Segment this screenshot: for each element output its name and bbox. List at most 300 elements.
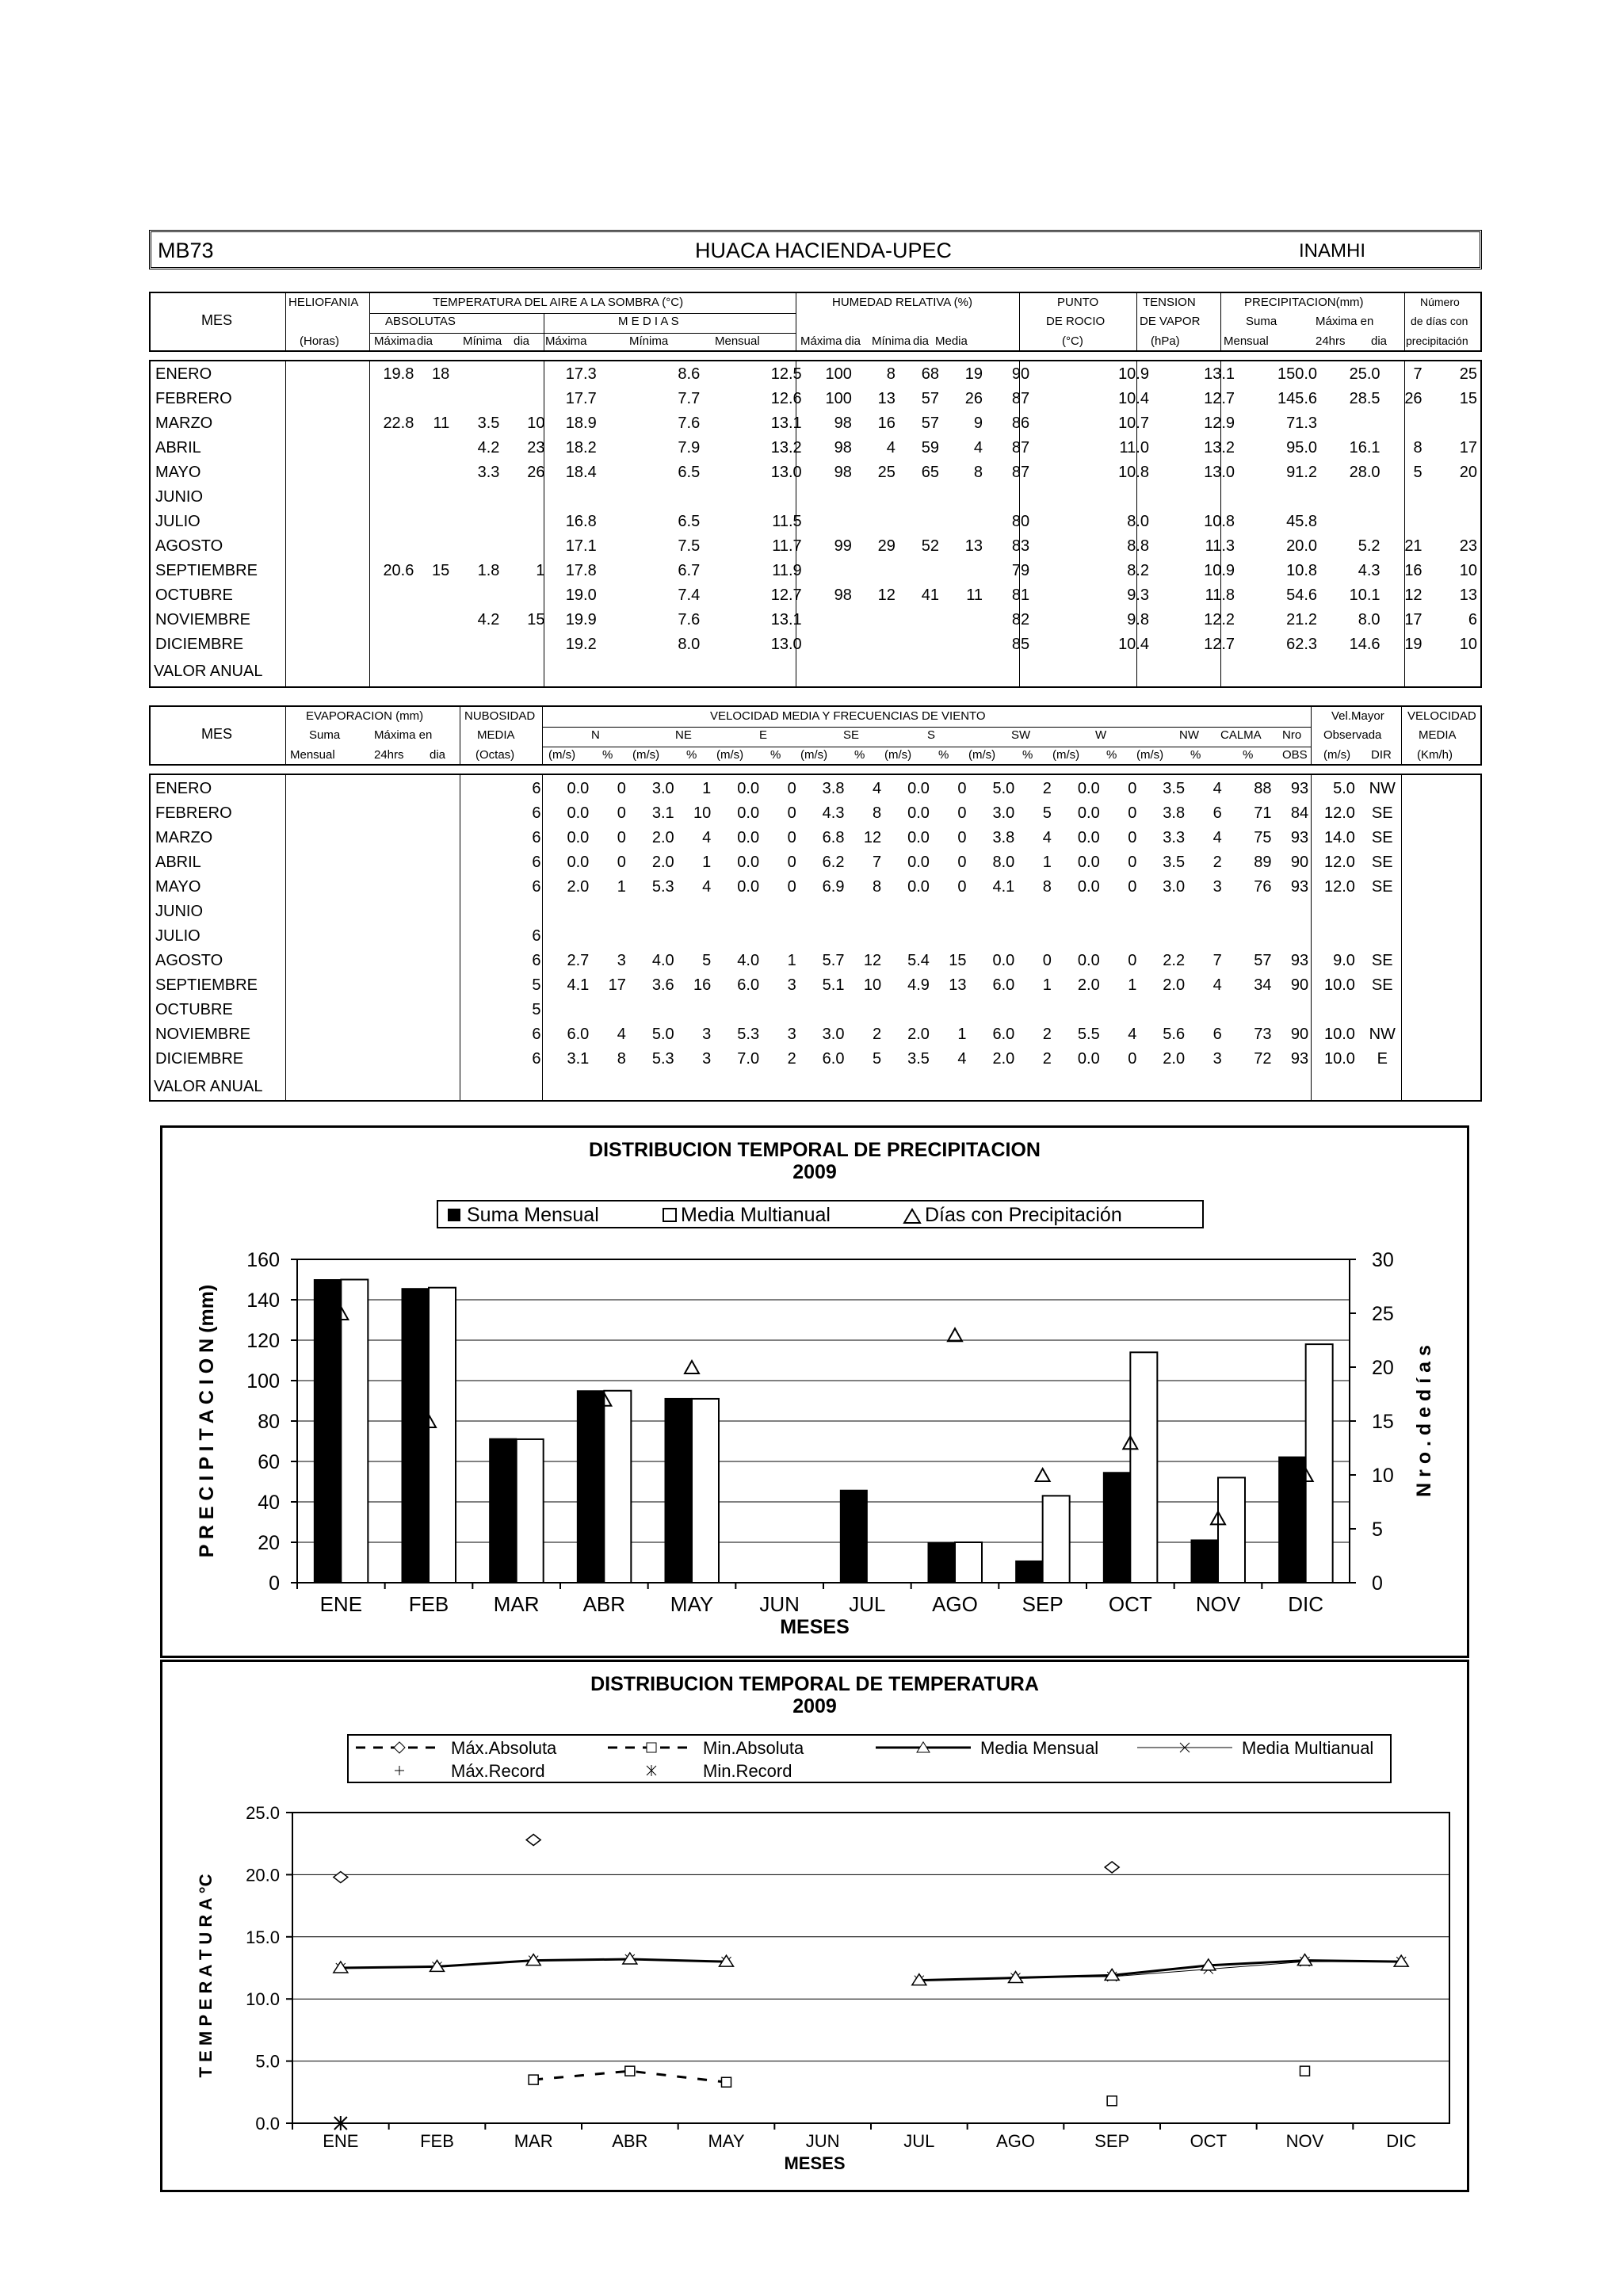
value-cell [414,777,462,801]
value-cell: 8.0 [992,854,1015,871]
value-cell: 93 [1290,878,1309,896]
value-cell [286,362,372,387]
value-cell: 10 [527,415,545,432]
month-cell: JULIO [155,927,200,945]
month-cell: FEBRERO [155,390,232,407]
nubosidad-header: NUBOSIDAD [464,709,536,723]
value-cell [454,510,504,534]
value-cell: 6.0 [992,976,1015,994]
value-cell: 0 [1128,952,1137,969]
y-tick-label: 15.0 [246,1927,280,1947]
y-tick-label: 0.0 [255,2114,280,2134]
value-cell: 2 [1042,1026,1052,1043]
evap-dia: dia [430,748,446,762]
value-cell: 10.0 [1323,1050,1355,1068]
value-cell: 10.8 [1118,464,1149,481]
value-cell [418,485,454,510]
value-cell: 3.1 [651,804,674,822]
value-cell [349,777,414,801]
y2-tick-label: 10 [1372,1465,1394,1487]
station-name: HUACA HACIENDA-UPEC [695,239,953,262]
value-cell: 0 [1128,804,1137,822]
value-cell: 80 [1011,513,1030,530]
value-cell: 8.0 [678,636,701,653]
x-tick-label: MAY [670,1592,714,1616]
value-cell: 0.0 [567,829,590,846]
value-cell [705,485,806,510]
value-cell [886,900,934,924]
value-cell: 4.2 [477,611,500,628]
value-cell: 0.0 [1077,952,1100,969]
month-cell: OCTUBRE [155,586,233,604]
value-cell: 28.5 [1349,390,1381,407]
value-cell [504,362,549,387]
month-cell: SEPTIEMBRE [155,562,258,579]
bar-media-multianual [604,1391,631,1583]
value-cell [972,924,1020,949]
value-cell [349,850,414,875]
velocidad-header: VELOCIDAD [1407,709,1476,723]
value-cell: 19.0 [565,586,597,604]
value-cell: 2 [872,1026,882,1043]
x-axis-label: MESES [784,2153,846,2173]
value-cell [504,632,549,657]
value-cell: 0 [1128,780,1137,797]
value-cell: 16 [1404,562,1423,579]
value-cell [286,460,372,485]
y2-tick-label: 5 [1372,1519,1383,1541]
value-cell: 8 [617,1050,626,1068]
value-cell: 10 [1459,636,1477,653]
x-tick-label: JUL [849,1592,886,1616]
month-cell: ENERO [155,365,212,383]
precipitacion-header: precipitación [1406,334,1468,347]
y-tick-label: 20 [258,1532,280,1554]
value-cell: 5.1 [822,976,845,994]
value-cell: 3 [787,1026,796,1043]
wind-speed-unit: (m/s) [1052,748,1080,762]
wind-freq-unit: % [686,748,697,762]
value-cell: 4 [702,878,712,896]
legend-label: Máx.Record [451,1761,545,1781]
value-cell [631,998,679,1022]
velmayor-unit: (m/s) [1323,748,1351,762]
value-cell: 0 [957,878,967,896]
value-cell: 10.1 [1349,586,1381,604]
value-cell: 7.7 [678,390,701,407]
value-cell: 23 [527,439,545,457]
value-cell: 13.1 [1204,365,1235,383]
dir-header: DIR [1371,748,1392,762]
table2-valor-anual: VALOR ANUAL [154,1078,263,1095]
y-tick-label: 20.0 [246,1865,280,1885]
value-cell: 6.7 [678,562,701,579]
legend-label: Media Mensual [980,1738,1099,1758]
value-cell [807,608,857,632]
value-cell: 8.2 [1127,562,1149,579]
value-cell: 2 [1212,854,1222,871]
value-cell: 19.2 [565,636,597,653]
value-cell [1360,900,1405,924]
value-cell: 6 [1212,1026,1222,1043]
value-cell: 4 [1212,829,1222,846]
value-cell: 76 [1254,878,1272,896]
value-cell [418,632,454,657]
value-cell [1405,1022,1482,1047]
y-tick-label: 25.0 [246,1803,280,1823]
wind-dir-header: NW [1179,728,1199,742]
value-cell: 12.7 [1204,390,1235,407]
month-cell: ABRIL [155,439,201,457]
value-cell [934,900,972,924]
value-cell [286,559,372,583]
marker-min-absoluta [529,2075,538,2084]
value-cell: 6 [532,927,541,945]
value-cell: 98 [834,415,852,432]
value-cell [414,973,462,998]
table1-valor-anual: VALOR ANUAL [154,663,263,680]
value-cell [594,998,631,1022]
value-cell: 0.0 [1077,780,1100,797]
value-cell: 8 [1413,439,1423,457]
value-cell [1360,998,1405,1022]
value-cell [679,924,716,949]
bar-suma-mensual [490,1438,517,1583]
value-cell [1019,900,1056,924]
bar-media-multianual [692,1399,719,1583]
value-cell: 17.8 [565,562,597,579]
wind-speed-unit: (m/s) [968,748,996,762]
x-tick-label: OCT [1190,2131,1228,2151]
value-cell: 72 [1254,1050,1272,1068]
value-cell: 6 [532,854,541,871]
value-cell: 12.0 [1323,804,1355,822]
value-cell: 7.5 [678,537,701,555]
x-tick-label: JUN [805,2131,840,2151]
value-cell: 16 [877,415,896,432]
value-cell: 84 [1290,804,1309,822]
table-row [154,777,1482,801]
table-row [154,559,1482,583]
value-cell: 6.0 [822,1050,845,1068]
value-cell [1019,998,1056,1022]
value-cell: 2.2 [1163,952,1186,969]
value-cell: 5.7 [822,952,845,969]
value-cell: 3 [617,952,626,969]
value-cell [1239,485,1322,510]
wind-table [154,777,1482,1072]
nub-octas: (Octas) [475,748,515,762]
value-cell: 5.3 [651,878,674,896]
value-cell [454,632,504,657]
value-cell [1322,510,1385,534]
table-row [154,801,1482,826]
value-cell: 81 [1011,586,1030,604]
value-cell: 0 [617,829,626,846]
y-tick-label: 5.0 [255,2051,280,2072]
mes-label-2: MES [201,726,233,742]
x-tick-label: JUN [759,1592,800,1616]
value-cell: 12.9 [1204,415,1235,432]
marker-dias [685,1361,699,1373]
nub-media: MEDIA [477,728,515,742]
value-cell: 3.3 [1163,829,1186,846]
value-cell: 3.0 [1163,878,1186,896]
value-cell [414,924,462,949]
value-cell [900,632,944,657]
value-cell: 6.2 [822,854,845,871]
x-tick-label: JUL [903,2131,935,2151]
value-cell: 10.4 [1118,636,1149,653]
bar-media-multianual [955,1542,982,1583]
value-cell [504,485,549,510]
value-cell [934,924,972,949]
legend-swatch-suma [448,1209,460,1221]
bar-media-multianual [1043,1496,1070,1583]
value-cell [807,510,857,534]
value-cell: 4 [702,829,712,846]
value-cell [349,900,414,924]
value-cell: 5.0 [992,780,1015,797]
value-cell: 12.5 [770,365,802,383]
month-cell: MAYO [155,878,201,896]
table-row [154,485,1482,510]
value-cell: 5 [702,952,712,969]
value-cell [849,924,886,949]
value-cell: E [1377,1050,1388,1068]
value-cell: 10.0 [1323,1026,1355,1043]
value-cell: 21.2 [1286,611,1318,628]
x-tick-label: ENE [323,2131,359,2151]
value-cell: 0.0 [567,804,590,822]
value-cell [372,608,418,632]
x-tick-label: MAR [493,1592,540,1616]
y-axis-label: P R E C I P I T A C I O N (mm) [196,1284,218,1558]
value-cell: 1 [957,1026,967,1043]
value-cell [372,632,418,657]
value-cell: 12.7 [770,586,802,604]
value-cell [857,510,900,534]
chart-title: DISTRIBUCION TEMPORAL DE PRECIPITACION [589,1139,1041,1161]
value-cell: 1 [1042,976,1052,994]
numero-header: Número [1420,296,1460,308]
value-cell: 26 [964,390,983,407]
value-cell [1405,900,1482,924]
value-cell: 41 [921,586,939,604]
x-tick-label: AGO [932,1592,978,1616]
value-cell: 9.8 [1127,611,1149,628]
marker-max-absoluta [1105,1862,1119,1873]
value-cell: 1 [787,952,796,969]
value-cell: 3 [1212,878,1222,896]
value-cell: 150.0 [1277,365,1318,383]
value-cell [286,510,372,534]
value-cell: 18 [431,365,450,383]
value-cell: 12.0 [1323,854,1355,871]
value-cell: 2.0 [1163,976,1186,994]
value-cell: 2.0 [1163,1050,1186,1068]
value-cell [454,485,504,510]
value-cell [1227,998,1277,1022]
value-cell [801,924,850,949]
value-cell [807,559,857,583]
value-cell [285,900,349,924]
value-cell: 11.3 [1205,537,1235,555]
value-cell [285,801,349,826]
precip-mensual: Mensual [1224,334,1269,348]
value-cell [454,534,504,559]
marker-dias [948,1328,962,1341]
value-cell: 3.8 [822,780,845,797]
value-cell [545,924,594,949]
value-cell: 7.0 [737,1050,760,1068]
value-cell: 18.9 [565,415,597,432]
value-cell: 93 [1290,780,1309,797]
value-cell: NW [1369,780,1396,797]
heliofania-header: HELIOFANIA [288,296,359,309]
value-cell [801,998,850,1022]
wind-dir-header: S [927,728,936,742]
value-cell [1277,924,1314,949]
value-cell [944,559,987,583]
value-cell: 8 [1042,878,1052,896]
value-cell: 17.7 [565,390,597,407]
value-cell [1056,924,1105,949]
value-cell: 11.0 [1119,439,1149,457]
value-cell [1277,900,1314,924]
legend-label: Suma Mensual [467,1204,599,1226]
value-cell: 3.0 [822,1026,845,1043]
value-cell [504,510,549,534]
value-cell [550,485,601,510]
value-cell: NW [1369,1026,1396,1043]
value-cell: 0.0 [907,829,930,846]
value-cell [631,924,679,949]
wind-dir-header: NE [675,728,692,742]
wind-freq-unit: % [770,748,781,762]
value-cell: 0.0 [992,952,1015,969]
legend-marker [647,1743,656,1752]
precip-dia: dia [1371,334,1388,348]
value-cell [1405,1047,1482,1072]
value-cell [1105,924,1142,949]
value-cell [1056,900,1105,924]
value-cell: 22.8 [383,415,414,432]
wind-freq-unit: % [854,748,865,762]
value-cell: 1.8 [477,562,500,579]
value-cell: 9.3 [1127,586,1149,604]
wind-dir-header: W [1095,728,1107,742]
value-cell: 1 [1128,976,1137,994]
bar-media-multianual [1130,1352,1157,1583]
value-cell: 8 [973,464,983,481]
wind-speed-unit: (m/s) [884,748,912,762]
hum-dia2: dia [913,334,930,348]
value-cell: 90 [1290,854,1309,871]
value-cell: 4 [973,439,983,457]
climate-table [154,362,1482,657]
legend-label: Máx.Absoluta [451,1738,557,1758]
value-cell: 0.0 [1077,804,1100,822]
month-cell: OCTUBRE [155,1001,233,1018]
value-cell: 4.9 [907,976,930,994]
month-cell: MARZO [155,829,213,846]
value-cell [1190,924,1227,949]
value-cell: 62.3 [1286,636,1318,653]
value-cell [944,632,987,657]
value-cell [462,900,545,924]
value-cell: 0 [617,804,626,822]
value-cell: 13 [1459,586,1477,604]
table-row [154,850,1482,875]
value-cell: 5 [532,1001,541,1018]
value-cell: 23 [1459,537,1477,555]
value-cell: 11.9 [772,562,802,579]
value-cell: 12 [863,952,882,969]
value-cell: 0 [957,854,967,871]
value-cell [286,436,372,460]
value-cell [504,534,549,559]
wind-freq-unit: % [1022,748,1033,762]
marker-dias [1036,1469,1050,1481]
value-cell: 98 [834,586,852,604]
value-cell [414,875,462,900]
value-cell: 0 [1128,878,1137,896]
value-cell: 17 [608,976,626,994]
value-cell [414,1047,462,1072]
precip-chart-frame [160,1125,1469,1658]
value-cell [1405,777,1482,801]
value-cell: SE [1371,878,1393,896]
value-cell: 12.2 [1204,611,1235,628]
y2-tick-label: 0 [1372,1572,1383,1595]
value-cell [414,949,462,973]
value-cell [900,485,944,510]
value-cell [285,1022,349,1047]
month-cell: NOVIEMBRE [155,611,251,628]
value-cell: 15 [527,611,545,628]
value-cell [857,559,900,583]
y-tick-label: 160 [246,1249,280,1271]
value-cell: SE [1371,829,1393,846]
value-cell [1385,485,1427,510]
rocio-unit: (°C) [1062,334,1083,348]
value-cell: 99 [834,537,852,555]
value-cell [414,1022,462,1047]
value-cell: 59 [921,439,939,457]
value-cell: 10.9 [1118,365,1149,383]
marker-max-absoluta [526,1834,540,1845]
value-cell: 28.0 [1349,464,1381,481]
value-cell: 0.0 [1077,829,1100,846]
table-row [154,826,1482,850]
value-cell: 4.3 [1358,562,1381,579]
value-cell: 6.0 [992,1026,1015,1043]
value-cell: 6.0 [737,976,760,994]
value-cell: 6 [532,1026,541,1043]
value-cell [418,534,454,559]
legend-swatch-media [663,1209,676,1221]
wind-freq-unit: % [1106,748,1117,762]
value-cell [418,460,454,485]
value-cell: 52 [921,537,939,555]
y-tick-label: 140 [246,1289,280,1312]
value-cell [1190,900,1227,924]
value-cell [849,998,886,1022]
value-cell: 29 [877,537,896,555]
value-cell: 5.0 [651,1026,674,1043]
absolutas-header: ABSOLUTAS [385,315,456,328]
